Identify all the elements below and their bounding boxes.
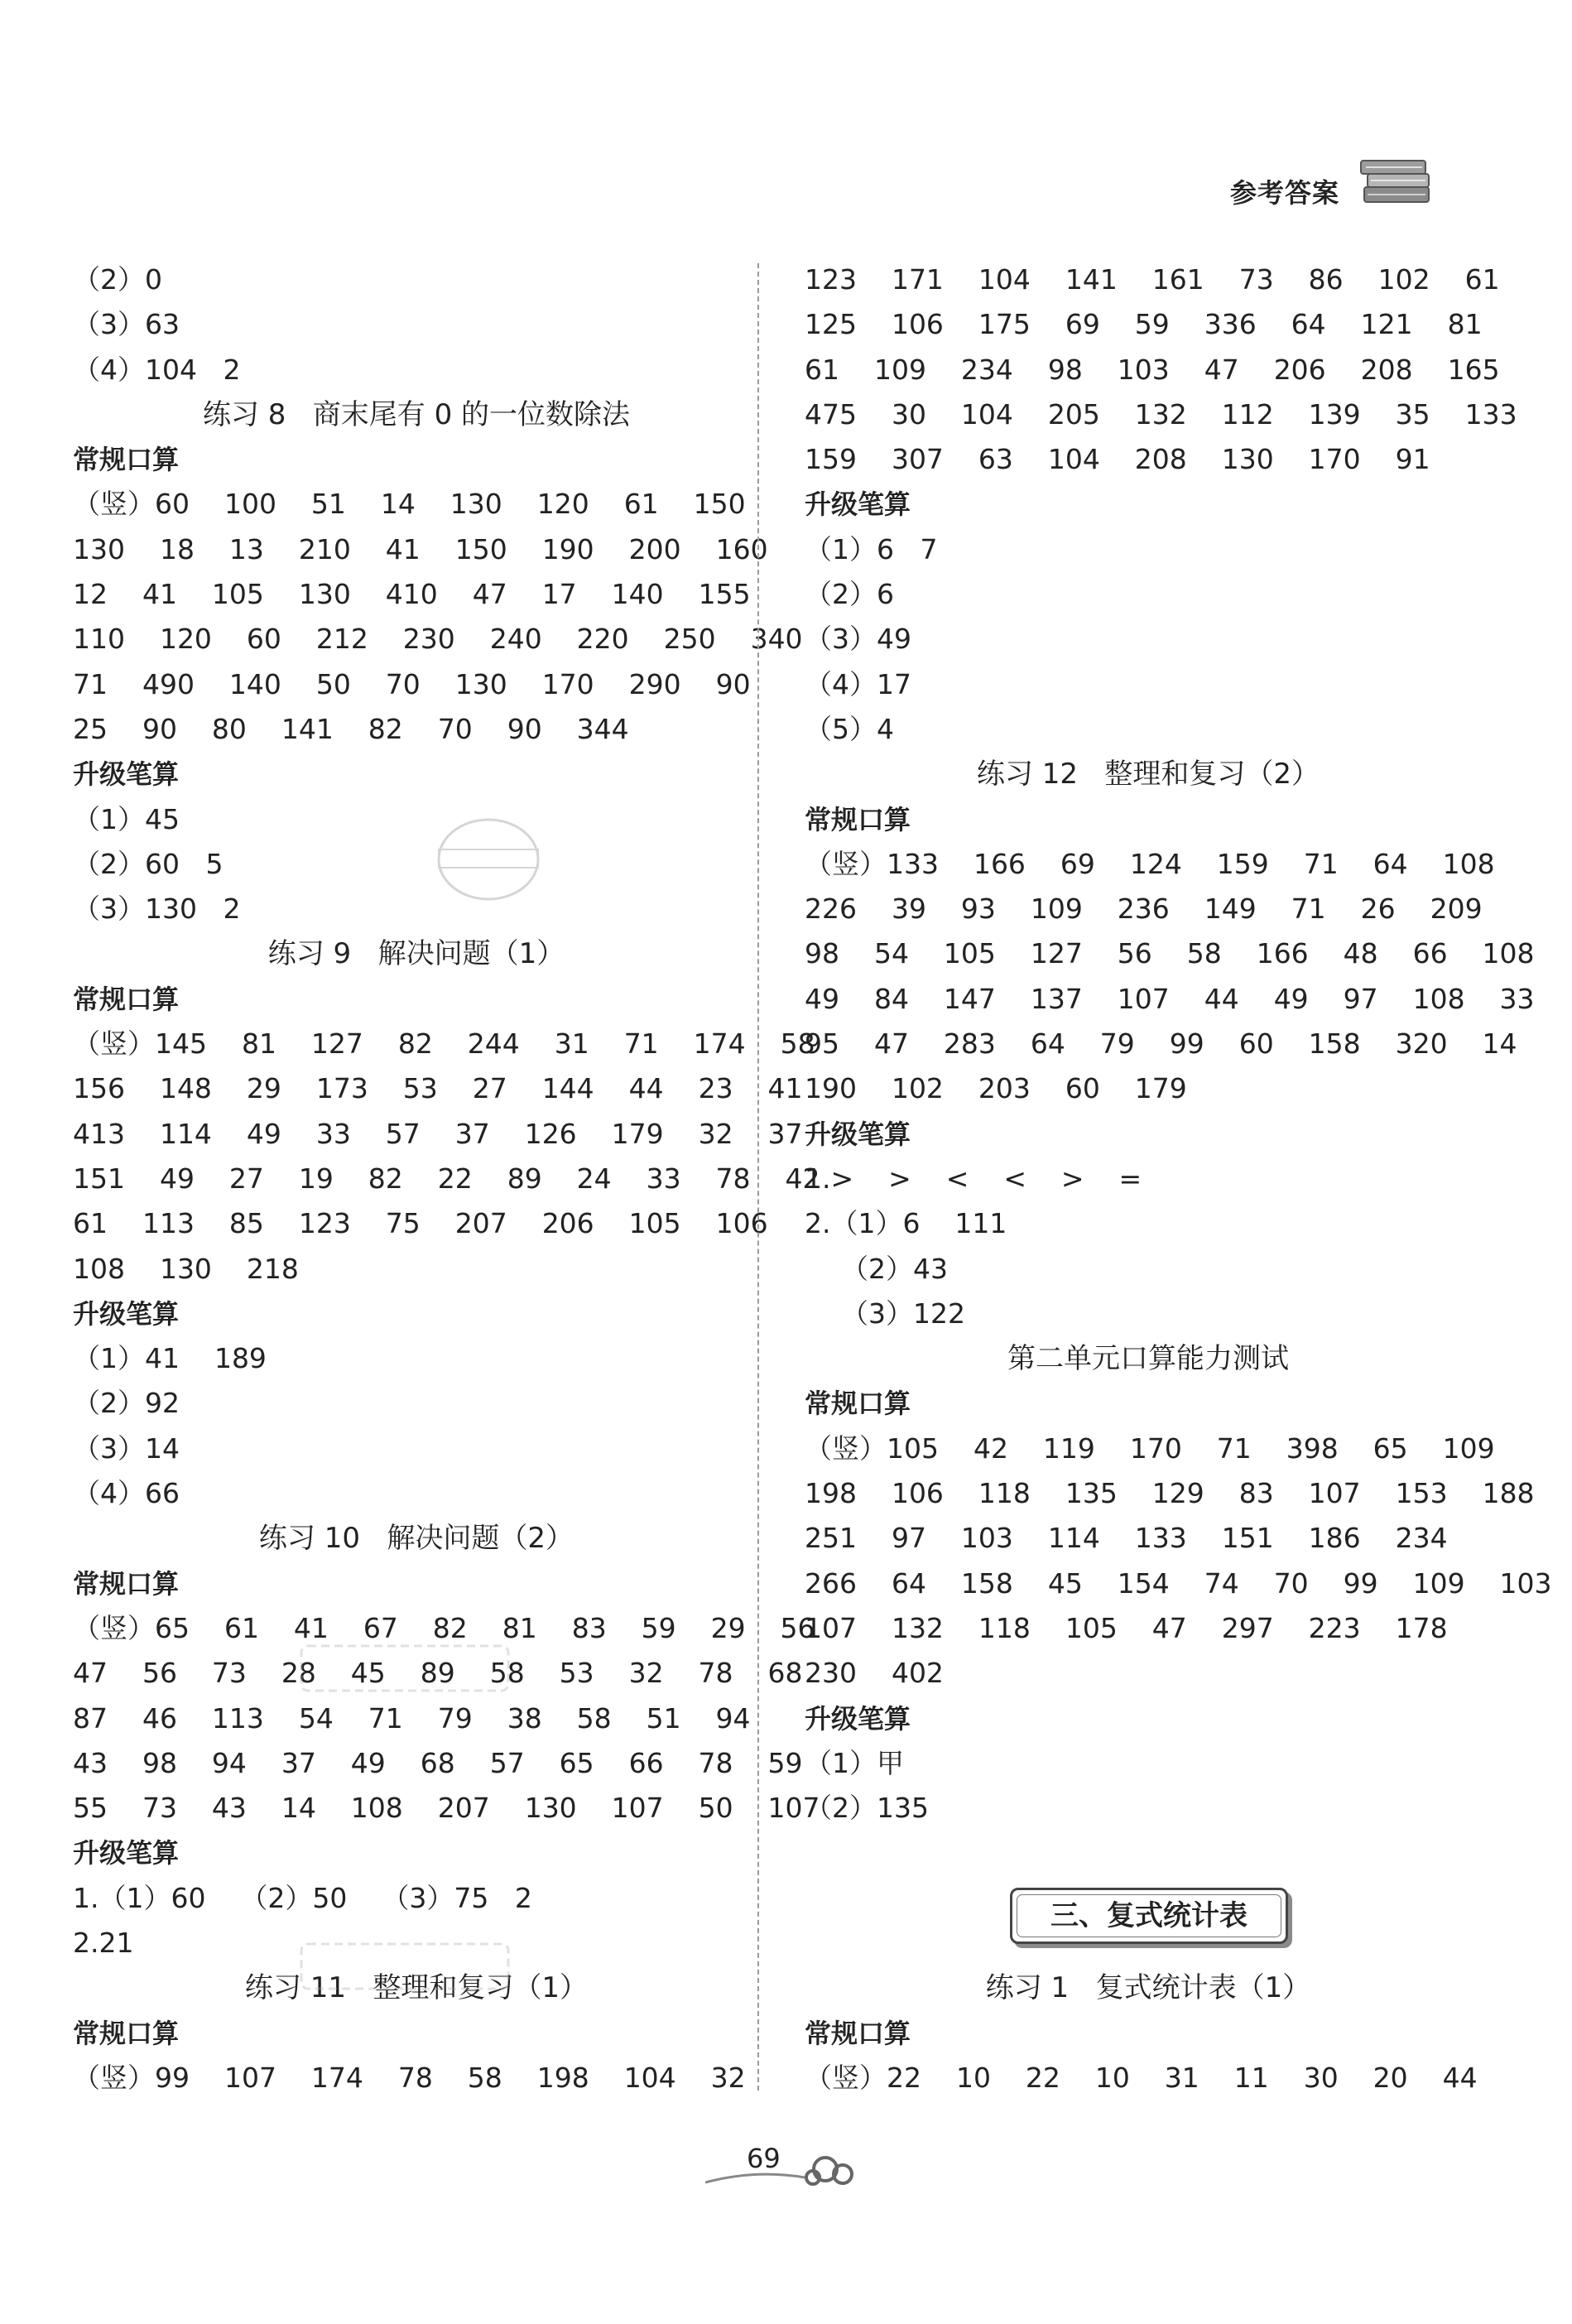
left-column <box>73 257 820 2100</box>
answer-line: （1）45 <box>73 802 180 835</box>
cloud-decoration-icon <box>705 2144 871 2194</box>
answer-line: 47 56 73 28 45 89 58 53 32 78 68 <box>73 1657 803 1690</box>
answer-line: （竖）105 42 119 170 71 398 65 109 <box>805 1431 1495 1465</box>
header-label: 参考答案 <box>1230 177 1340 209</box>
answer-line: （2）43 <box>841 1252 948 1285</box>
answer-line: 475 30 104 205 132 112 139 35 133 <box>805 397 1517 431</box>
answer-line: （4）104 2 <box>73 353 241 386</box>
section-title: 练习 1 复式统计表（1） <box>985 1971 1311 2005</box>
answer-line: （1）41 189 <box>73 1342 267 1375</box>
answer-line: （3）130 2 <box>73 893 241 926</box>
answer-line: 125 106 175 69 59 336 64 121 81 <box>805 308 1483 341</box>
answer-line: （2）92 <box>73 1387 180 1420</box>
answer-line: （3）49 <box>805 623 911 656</box>
answer-line: （竖）133 166 69 124 159 71 64 108 <box>805 847 1495 880</box>
answer-line: （竖）60 100 51 14 130 120 61 150 <box>73 488 746 521</box>
answer-line: 108 130 218 <box>73 1252 299 1285</box>
subsection-label: 升级笔算 <box>73 1297 180 1330</box>
answer-line: 98 54 105 127 56 58 166 48 66 108 <box>805 937 1535 970</box>
answer-line: 61 113 85 123 75 207 206 105 106 <box>73 1207 768 1240</box>
answer-line: （2）60 5 <box>73 847 224 880</box>
column-divider <box>757 263 759 2091</box>
answer-line: 226 39 93 109 236 149 71 26 209 <box>805 893 1483 926</box>
section-title: 第二单元口算能力测试 <box>1007 1342 1289 1376</box>
subsection-label: 常规口算 <box>73 444 180 476</box>
page-number: 69 <box>747 2143 781 2174</box>
answer-line: （5）4 <box>805 712 894 745</box>
answer-line: （4）66 <box>73 1477 180 1510</box>
answer-line: 43 98 94 37 49 68 57 65 66 78 59 <box>73 1746 803 1779</box>
answer-line: （1）甲 <box>805 1746 904 1779</box>
answer-line: 1.> > < < > = <box>805 1162 1142 1195</box>
books-icon <box>1358 151 1440 214</box>
section-title: 练习 12 整理和复习（2） <box>976 758 1320 792</box>
answer-line: 251 97 103 114 133 151 186 234 <box>805 1522 1448 1555</box>
answer-line: 55 73 43 14 108 207 130 107 50 107 <box>73 1792 820 1825</box>
answer-line: 95 47 283 64 79 99 60 158 320 14 <box>805 1027 1517 1061</box>
subsection-label: 常规口算 <box>805 1388 911 1420</box>
answer-line: 12 41 105 130 410 47 17 140 155 <box>73 578 751 611</box>
answer-line: 2.21 <box>73 1926 134 1959</box>
answer-line: 159 307 63 104 208 130 170 91 <box>805 443 1430 476</box>
answer-line: 123 171 104 141 161 73 86 102 61 <box>805 263 1500 296</box>
answer-line: 61 109 234 98 103 47 206 208 165 <box>805 353 1500 386</box>
subsection-label: 常规口算 <box>73 2017 180 2049</box>
answer-line: 413 114 49 33 57 37 126 179 32 37 <box>73 1117 803 1150</box>
answer-line: 1.（1）60 （2）50 （3）75 2 <box>73 1881 532 1914</box>
subsection-label: 常规口算 <box>73 1567 180 1600</box>
subsection-label: 常规口算 <box>73 983 180 1015</box>
answer-line: 87 46 113 54 71 79 38 58 51 94 <box>73 1701 751 1735</box>
answer-line: 130 18 13 210 41 150 190 200 160 <box>73 532 768 565</box>
section-title: 练习 8 商末尾有 0 的一位数除法 <box>202 397 631 431</box>
subsection-label: 常规口算 <box>805 803 911 835</box>
unit-heading-wrap <box>805 1876 1492 1966</box>
watermark-icon <box>298 1639 513 1697</box>
answer-line: （3）63 <box>73 308 180 341</box>
section-title: 练习 9 解决问题（1） <box>267 937 565 971</box>
answer-line: （1）6 7 <box>805 532 938 565</box>
subsection-label: 升级笔算 <box>805 488 911 521</box>
answer-line: （4）17 <box>805 667 911 700</box>
answer-line: 2.（1）6 111 <box>805 1207 1007 1240</box>
subsection-label: 常规口算 <box>805 2017 911 2049</box>
answer-line: 198 106 118 135 129 83 107 153 188 <box>805 1477 1535 1510</box>
answer-line: 230 402 <box>805 1657 944 1690</box>
watermark-icon <box>298 1937 513 1995</box>
section-title: 练习 10 解决问题（2） <box>258 1522 574 1556</box>
answer-line: （竖）22 10 22 10 31 11 30 20 44 <box>805 2061 1478 2094</box>
subsection-label: 升级笔算 <box>73 1837 180 1869</box>
answer-line: 151 49 27 19 82 22 89 24 33 78 42 <box>73 1162 820 1195</box>
answer-line: （3）122 <box>841 1297 965 1330</box>
subsection-label: 升级笔算 <box>805 1702 911 1735</box>
right-column <box>805 257 1552 2100</box>
answer-line: 49 84 147 137 107 44 49 97 108 33 <box>805 982 1535 1015</box>
subsection-label: 升级笔算 <box>73 758 180 791</box>
section-title: 练习 11 整理和复习（1） <box>244 1971 589 2005</box>
answer-line: 266 64 158 45 154 74 70 99 109 103 <box>805 1566 1552 1600</box>
answer-line: （2）135 <box>805 1792 929 1825</box>
answer-line: 190 102 203 60 179 <box>805 1072 1187 1105</box>
answer-line: （2）6 <box>805 578 894 611</box>
answer-line: 156 148 29 173 53 27 144 44 23 41 <box>73 1072 803 1105</box>
answer-line: 25 90 80 141 82 70 90 344 <box>73 712 629 745</box>
answer-line: 107 132 118 105 47 297 223 178 <box>805 1611 1448 1644</box>
subsection-label: 升级笔算 <box>805 1118 911 1150</box>
answer-line: （3）14 <box>73 1431 180 1465</box>
spacer <box>805 1831 1492 1875</box>
answer-line: （竖）99 107 174 78 58 198 104 32 <box>73 2061 746 2094</box>
watermark-stamp-icon <box>430 810 546 909</box>
answer-line: 110 120 60 212 230 240 220 250 340 <box>73 623 803 656</box>
answer-line: 71 490 140 50 70 130 170 290 90 <box>73 667 751 700</box>
answer-line: （2）0 <box>73 263 162 296</box>
unit-heading: 三、复式统计表 <box>1010 1888 1288 1944</box>
answer-line: （竖）145 81 127 82 244 31 71 174 58 <box>73 1027 815 1061</box>
answer-line: （竖）65 61 41 67 82 81 83 59 29 56 <box>73 1611 815 1644</box>
